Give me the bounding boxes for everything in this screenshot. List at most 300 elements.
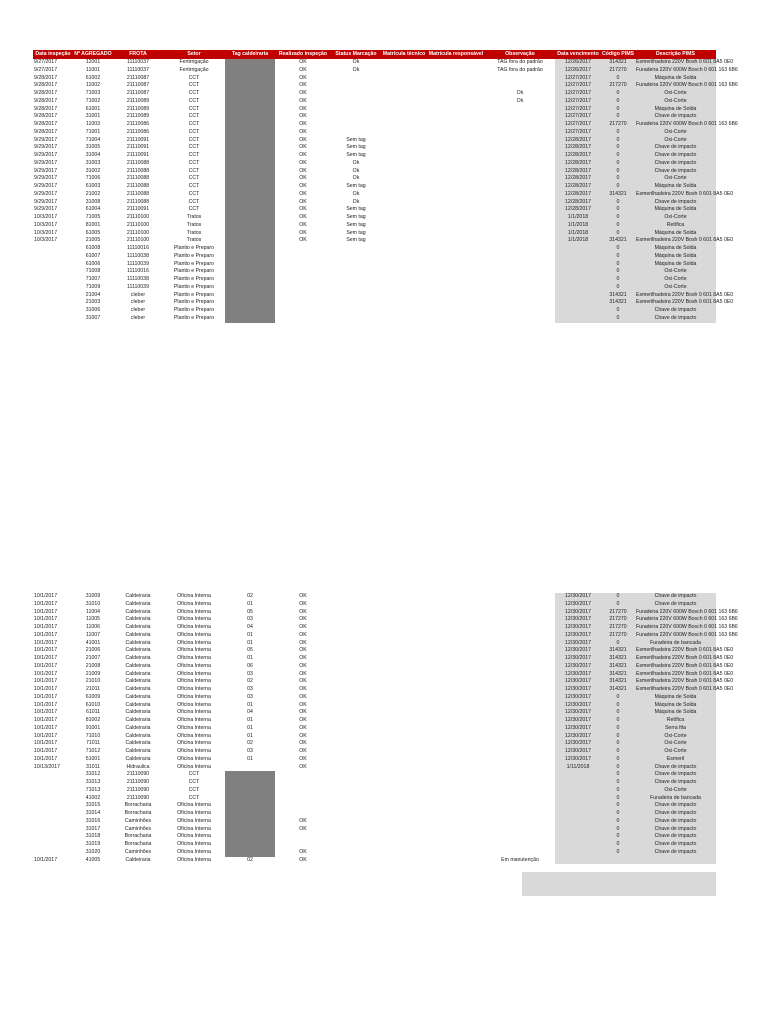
cell-data-vencimento (555, 795, 601, 803)
cell-data-vencimento (555, 292, 601, 300)
cell-status-marcacao (331, 764, 381, 772)
cell-data-vencimento (555, 771, 601, 779)
cell-codigo-pims: 0 (601, 702, 635, 710)
cell-tag-caldeiraria: 01 (247, 755, 253, 762)
cell-data-vencimento (555, 307, 601, 315)
cell-agregado: 31020 (85, 848, 101, 855)
cell-observacao: Ok (516, 90, 524, 96)
cell-realizado: OK (299, 593, 307, 599)
cell-matricula-responsavel (427, 740, 485, 748)
cell-observacao (485, 299, 555, 307)
cell-data-vencimento (555, 833, 601, 841)
cell-realizado: OK (299, 856, 307, 863)
cell-codigo-pims: 0 (601, 802, 635, 810)
cell-agregado: 71005 (85, 214, 101, 220)
cell-observacao (485, 183, 555, 191)
cell-matricula-tecnico (381, 67, 427, 75)
cell-matricula-responsavel (427, 261, 485, 269)
cell-realizado: OK (299, 817, 307, 824)
cell-agregado: 31002 (85, 167, 101, 174)
cell-realizado: OK (299, 608, 307, 615)
cell-observacao (485, 82, 555, 90)
cell-matricula-responsavel (427, 121, 485, 129)
cell-tag-caldeiraria: 02 (247, 678, 253, 685)
cell-observacao (485, 632, 555, 640)
cell-setor: Oficina Interna (177, 686, 211, 692)
cell-setor: Oficina Interna (177, 810, 211, 816)
header-setor: Setor (163, 50, 225, 59)
cell-descricao-pims: Chave de impacto (635, 841, 716, 849)
cell-observacao (485, 222, 555, 230)
cell-data-vencimento: 12/26/2017 (555, 59, 601, 67)
cell-codigo-pims: 0 (601, 261, 635, 269)
cell-status-marcacao (331, 756, 381, 764)
cell-descricao-pims: Máquina de Solda (635, 183, 716, 191)
cell-frota: cleber (130, 314, 146, 321)
table-row (33, 740, 716, 748)
cell-date-inspection: 10/1/2017 (34, 709, 58, 716)
cell-frota: 21110087 (126, 74, 150, 81)
cell-date-inspection: 9/29/2017 (34, 136, 58, 143)
cell-matricula-tecnico (381, 129, 427, 137)
cell-setor: Oficina Interna (177, 763, 211, 770)
cell-descricao-pims: Máquina de Solda (635, 106, 716, 114)
cell-date-inspection: 9/28/2017 (34, 97, 58, 104)
cell-setor: CCT (188, 97, 200, 104)
cell-date-inspection: 10/1/2017 (34, 639, 58, 646)
cell-status-marcacao (331, 841, 381, 849)
cell-setor: Oficina Interna (177, 600, 211, 607)
cell-matricula-responsavel (427, 771, 485, 779)
cell-codigo-pims: 314321 (601, 655, 635, 663)
cell-agregado: 71009 (85, 283, 101, 290)
cell-matricula-responsavel (427, 694, 485, 702)
table-row (33, 787, 716, 795)
cell-realizado: OK (299, 848, 307, 855)
cell-tag-caldeiraria: 01 (247, 655, 253, 661)
cell-observacao (485, 175, 555, 183)
cell-tag-caldeiraria: 03 (247, 686, 253, 692)
cell-data-vencimento: 12/28/2017 (555, 199, 601, 207)
cell-date-inspection: 9/28/2017 (34, 74, 58, 81)
cell-status-marcacao: Ok (352, 159, 360, 166)
cell-frota: 21110091 (126, 144, 150, 151)
cell-agregado: 31008 (85, 198, 101, 205)
cell-agregado: 21004 (85, 291, 101, 298)
cell-status-marcacao: Ok (352, 175, 360, 182)
cell-matricula-tecnico (381, 137, 427, 145)
header-descricao-pims: Descrição PIMS (635, 50, 716, 59)
cell-data-vencimento: 12/28/2017 (555, 183, 601, 191)
cell-realizado: OK (299, 740, 307, 747)
cell-matricula-tecnico (381, 245, 427, 253)
cell-observacao (485, 199, 555, 207)
cell-realizado: OK (299, 748, 307, 754)
cell-setor: CCT (188, 198, 200, 205)
cell-status-marcacao (331, 616, 381, 624)
cell-tag-caldeiraria (225, 106, 275, 114)
header-matricula-tecnico: Matrícula técnico (382, 51, 426, 57)
cell-codigo-pims: 0 (601, 818, 635, 826)
cell-data-vencimento: 12/27/2017 (555, 106, 601, 114)
table-row (33, 601, 716, 609)
cell-codigo-pims: 0 (601, 748, 635, 756)
cell-realizado (275, 802, 331, 810)
cell-status-marcacao (331, 725, 381, 733)
cell-matricula-tecnico (381, 230, 427, 238)
cell-data-vencimento: 12/27/2017 (555, 82, 601, 90)
cell-observacao (485, 826, 555, 834)
cell-data-vencimento: 12/30/2017 (555, 647, 601, 655)
cell-status-marcacao (331, 106, 381, 114)
cell-observacao (485, 152, 555, 160)
cell-matricula-responsavel (427, 129, 485, 137)
cell-realizado (275, 268, 331, 276)
cell-realizado (275, 787, 331, 795)
cell-descricao-pims: Retífica (635, 222, 716, 230)
cell-tag-caldeiraria (225, 59, 275, 67)
cell-descricao-pims: Esmerilhadeira 220V Bosh 0 601 8A5 0E0 (636, 299, 734, 306)
cell-setor: CCT (188, 113, 200, 120)
cell-date-inspection (33, 849, 73, 857)
cell-date-inspection: 10/1/2017 (34, 678, 58, 685)
cell-descricao-pims: Oxi-Corte (635, 268, 716, 276)
cell-setor: Oficina Interna (177, 802, 211, 809)
cell-status-marcacao (331, 709, 381, 717)
cell-descricao-pims: Serra fita (635, 725, 716, 733)
cell-realizado: OK (299, 616, 307, 623)
cell-tag-caldeiraria (225, 810, 275, 818)
table-row (33, 299, 716, 307)
cell-date-inspection: 9/29/2017 (34, 167, 58, 174)
cell-agregado: 31019 (85, 841, 101, 847)
cell-data-vencimento: 12/30/2017 (555, 733, 601, 741)
cell-realizado: OK (299, 198, 307, 205)
cell-matricula-responsavel (427, 609, 485, 617)
cell-setor: Oficina Interna (177, 856, 211, 863)
cell-frota: Caldeiraria (125, 709, 151, 716)
cell-date-inspection (33, 787, 73, 795)
table-row (33, 810, 716, 818)
cell-matricula-responsavel (427, 686, 485, 694)
cell-tag-caldeiraria (225, 152, 275, 160)
cell-status-marcacao (331, 315, 381, 323)
cell-agregado: 31014 (85, 810, 101, 816)
table-row (33, 168, 716, 176)
cell-matricula-tecnico (381, 292, 427, 300)
cell-date-inspection: 9/27/2017 (34, 59, 58, 65)
cell-data-vencimento: 12/30/2017 (555, 655, 601, 663)
cell-matricula-tecnico (381, 299, 427, 307)
cell-matricula-responsavel (427, 214, 485, 222)
cell-data-vencimento: 1/1/2018 (555, 222, 601, 230)
cell-setor: Oficina Interna (177, 825, 211, 832)
cell-matricula-tecnico (381, 756, 427, 764)
table-header-row (33, 50, 716, 59)
cell-matricula-responsavel (427, 640, 485, 648)
cell-matricula-responsavel (427, 647, 485, 655)
cell-tag-caldeiraria (225, 129, 275, 137)
cell-setor: Oficina Interna (177, 678, 211, 685)
cell-setor: CCT (188, 771, 200, 778)
cell-data-vencimento: 12/27/2017 (555, 129, 601, 137)
cell-codigo-pims: 314321 (601, 678, 635, 686)
cell-descricao-pims: Oxi-Corte (635, 98, 716, 106)
cell-data-vencimento: 12/28/2017 (555, 168, 601, 176)
cell-matricula-tecnico (381, 284, 427, 292)
cell-status-marcacao (331, 655, 381, 663)
cell-frota: Caldeiraria (125, 686, 151, 692)
cell-matricula-responsavel (427, 222, 485, 230)
cell-agregado: 12001 (85, 59, 101, 65)
cell-matricula-responsavel (427, 787, 485, 795)
cell-frota: Caldeiraria (125, 631, 151, 638)
cell-frota: Borracharia (124, 833, 152, 840)
cell-tag-caldeiraria (225, 199, 275, 207)
cell-tag-caldeiraria (225, 268, 275, 276)
cell-matricula-responsavel (427, 702, 485, 710)
cell-date-inspection: 10/1/2017 (34, 717, 58, 723)
cell-status-marcacao (331, 90, 381, 98)
cell-tag-caldeiraria (225, 818, 275, 826)
cell-codigo-pims: 0 (601, 849, 635, 857)
cell-matricula-tecnico (381, 609, 427, 617)
cell-date-inspection: 9/28/2017 (34, 121, 58, 127)
cell-date-inspection: 9/29/2017 (34, 198, 58, 205)
cell-data-vencimento: 12/28/2017 (555, 191, 601, 199)
cell-agregado: 11006 (85, 624, 101, 630)
cell-agregado: 41001 (85, 639, 101, 646)
cell-matricula-responsavel (427, 230, 485, 238)
cell-observacao (485, 129, 555, 137)
cell-codigo-pims: 217270 (601, 632, 635, 640)
cell-matricula-tecnico (381, 315, 427, 323)
cell-matricula-tecnico (381, 121, 427, 129)
cell-codigo-pims: 217270 (601, 616, 635, 624)
cell-tag-caldeiraria (225, 168, 275, 176)
cell-realizado: OK (299, 755, 307, 762)
cell-tag-caldeiraria (225, 160, 275, 168)
cell-descricao-pims: Esmerilhadeira 220V Bosh 0 601 8A5 0E0 (636, 190, 734, 197)
cell-matricula-responsavel (427, 624, 485, 632)
cell-date-inspection (33, 818, 73, 826)
cell-setor: Oficina Interna (177, 624, 211, 630)
cell-data-vencimento: 12/28/2017 (555, 206, 601, 214)
cell-descricao-pims: Chave de impacto (635, 810, 716, 818)
cell-status-marcacao (331, 802, 381, 810)
cell-agregado: 21005 (85, 237, 101, 244)
cell-agregado: 31004 (85, 152, 101, 158)
cell-agregado: 91001 (85, 724, 101, 731)
cell-date-inspection: 10/1/2017 (34, 701, 58, 708)
table-row (33, 857, 716, 865)
cell-matricula-tecnico (381, 818, 427, 826)
cell-setor: Fertirrigação (179, 59, 209, 65)
cell-date-inspection: 9/28/2017 (34, 82, 58, 89)
cell-setor: Oficina Interna (177, 755, 211, 762)
cell-date-inspection: 10/1/2017 (34, 693, 58, 700)
cell-descricao-pims: Oxi-Corte (635, 276, 716, 284)
cell-setor: CCT (188, 779, 200, 785)
cell-frota: 21110091 (126, 152, 150, 158)
cell-data-vencimento (555, 261, 601, 269)
cell-frota: Caldeiraria (125, 701, 151, 708)
cell-descricao-pims: Esmerilhadeira 220V Bosh 0 601 8A5 0E0 (636, 686, 734, 692)
cell-frota: Caldeiraria (125, 647, 151, 654)
cell-agregado: 21003 (85, 299, 101, 306)
cell-matricula-responsavel (427, 655, 485, 663)
cell-matricula-responsavel (427, 292, 485, 300)
cell-matricula-responsavel (427, 67, 485, 75)
cell-tag-caldeiraria: 01 (247, 639, 253, 646)
cell-frota: 21110087 (126, 82, 150, 89)
cell-matricula-tecnico (381, 601, 427, 609)
table-row (33, 725, 716, 733)
cell-data-vencimento: 12/30/2017 (555, 678, 601, 686)
cell-codigo-pims: 217270 (601, 609, 635, 617)
cell-observacao (485, 268, 555, 276)
cell-agregado: 71004 (85, 136, 101, 143)
cell-frota: 21110088 (126, 183, 150, 189)
cell-agregado: 71006 (85, 175, 101, 182)
cell-matricula-tecnico (381, 624, 427, 632)
cell-frota: 21110090 (126, 786, 150, 793)
cell-date-inspection: 10/1/2017 (34, 593, 58, 599)
cell-tag-caldeiraria (225, 795, 275, 803)
cell-tag-caldeiraria (225, 67, 275, 75)
cell-realizado (275, 292, 331, 300)
cell-data-vencimento: 12/30/2017 (555, 740, 601, 748)
cell-descricao-pims: Chave de impacto (635, 113, 716, 121)
cell-descricao-pims: Chave de impacto (635, 802, 716, 810)
cell-tag-caldeiraria: 02 (247, 856, 253, 863)
table-row (33, 640, 716, 648)
cell-tag-caldeiraria: 01 (247, 724, 253, 731)
cell-data-vencimento: 12/30/2017 (555, 640, 601, 648)
cell-agregado: 61007 (85, 252, 101, 259)
cell-status-marcacao (331, 245, 381, 253)
cell-setor: CCT (188, 105, 200, 112)
cell-matricula-responsavel (427, 663, 485, 671)
cell-observacao (485, 144, 555, 152)
cell-matricula-tecnico (381, 106, 427, 114)
cell-status-marcacao (331, 787, 381, 795)
cell-frota: Caldeiraria (125, 724, 151, 731)
cell-observacao (485, 237, 555, 245)
cell-realizado (275, 779, 331, 787)
table-row (33, 268, 716, 276)
cell-codigo-pims: 0 (601, 230, 635, 238)
cell-date-inspection (33, 826, 73, 834)
cell-date-inspection: 9/28/2017 (34, 105, 58, 112)
cell-frota: Caldeiraria (125, 616, 151, 623)
cell-frota: Caldeiraria (125, 655, 151, 661)
cell-frota: 21110088 (126, 198, 150, 205)
cell-setor: CCT (188, 190, 200, 197)
cell-matricula-responsavel (427, 616, 485, 624)
cell-descricao-pims: Furadeira 220V 600W Bosch 0 601 163 6B6 (636, 121, 738, 127)
cell-status-marcacao (331, 98, 381, 106)
table-row (33, 121, 716, 129)
cell-observacao (485, 106, 555, 114)
cell-data-vencimento: 12/30/2017 (555, 601, 601, 609)
cell-matricula-tecnico (381, 857, 427, 865)
cell-descricao-pims: Oxi-Corte (635, 284, 716, 292)
cell-tag-caldeiraria: 03 (247, 670, 253, 677)
cell-status-marcacao (331, 686, 381, 694)
cell-codigo-pims: 217270 (601, 624, 635, 632)
cell-setor: CCT (188, 152, 200, 158)
cell-descricao-pims: Oxi-Corte (635, 214, 716, 222)
cell-agregado: 31018 (85, 833, 101, 840)
cell-matricula-tecnico (381, 833, 427, 841)
cell-realizado: OK (299, 206, 307, 213)
cell-data-vencimento: 12/28/2017 (555, 144, 601, 152)
table-row (33, 144, 716, 152)
cell-tag-caldeiraria (225, 82, 275, 90)
cell-codigo-pims: 0 (601, 795, 635, 803)
cell-status-marcacao: Sem tag (346, 206, 366, 213)
cell-data-vencimento: 1/1/2018 (555, 214, 601, 222)
cell-codigo-pims: 0 (601, 129, 635, 137)
table-row (33, 686, 716, 694)
cell-agregado: 11005 (85, 616, 101, 623)
cell-codigo-pims: 217270 (601, 121, 635, 129)
cell-codigo-pims: 0 (601, 175, 635, 183)
cell-agregado: 71001 (85, 128, 101, 135)
table-row (33, 849, 716, 857)
cell-data-vencimento: 12/30/2017 (555, 717, 601, 725)
cell-setor: Oficina Interna (177, 670, 211, 677)
cell-date-inspection (33, 833, 73, 841)
cell-matricula-responsavel (427, 733, 485, 741)
cell-date-inspection: 10/1/2017 (34, 724, 58, 731)
cell-realizado: OK (299, 136, 307, 143)
cell-codigo-pims: 0 (601, 168, 635, 176)
cell-codigo-pims: 0 (601, 833, 635, 841)
cell-status-marcacao (331, 640, 381, 648)
cell-date-inspection: 10/3/2017 (34, 221, 58, 228)
cell-realizado (275, 276, 331, 284)
cell-matricula-responsavel (427, 168, 485, 176)
cell-matricula-responsavel (427, 113, 485, 121)
cell-frota: Caldeiraria (125, 662, 151, 669)
cell-date-inspection (33, 261, 73, 269)
cell-matricula-responsavel (427, 175, 485, 183)
table-row (33, 826, 716, 834)
cell-data-vencimento: 12/27/2017 (555, 75, 601, 83)
cell-date-inspection (33, 268, 73, 276)
cell-status-marcacao (331, 82, 381, 90)
table-row (33, 756, 716, 764)
cell-codigo-pims: 0 (601, 640, 635, 648)
cell-descricao-pims: Furadeira 220V 600W Bosch 0 601 163 6B6 (636, 608, 738, 615)
cell-data-vencimento: 12/30/2017 (555, 671, 601, 679)
cell-status-marcacao (331, 601, 381, 609)
cell-data-vencimento: 12/30/2017 (555, 616, 601, 624)
cell-tag-caldeiraria: 04 (247, 709, 253, 716)
cell-observacao (485, 849, 555, 857)
cell-status-marcacao (331, 663, 381, 671)
cell-tag-caldeiraria (225, 253, 275, 261)
cell-observacao (485, 121, 555, 129)
cell-status-marcacao (331, 733, 381, 741)
cell-frota: 21110086 (126, 128, 150, 135)
table-row (33, 624, 716, 632)
cell-codigo-pims (601, 857, 635, 865)
cell-matricula-tecnico (381, 694, 427, 702)
cell-agregado: 81002 (85, 717, 101, 723)
